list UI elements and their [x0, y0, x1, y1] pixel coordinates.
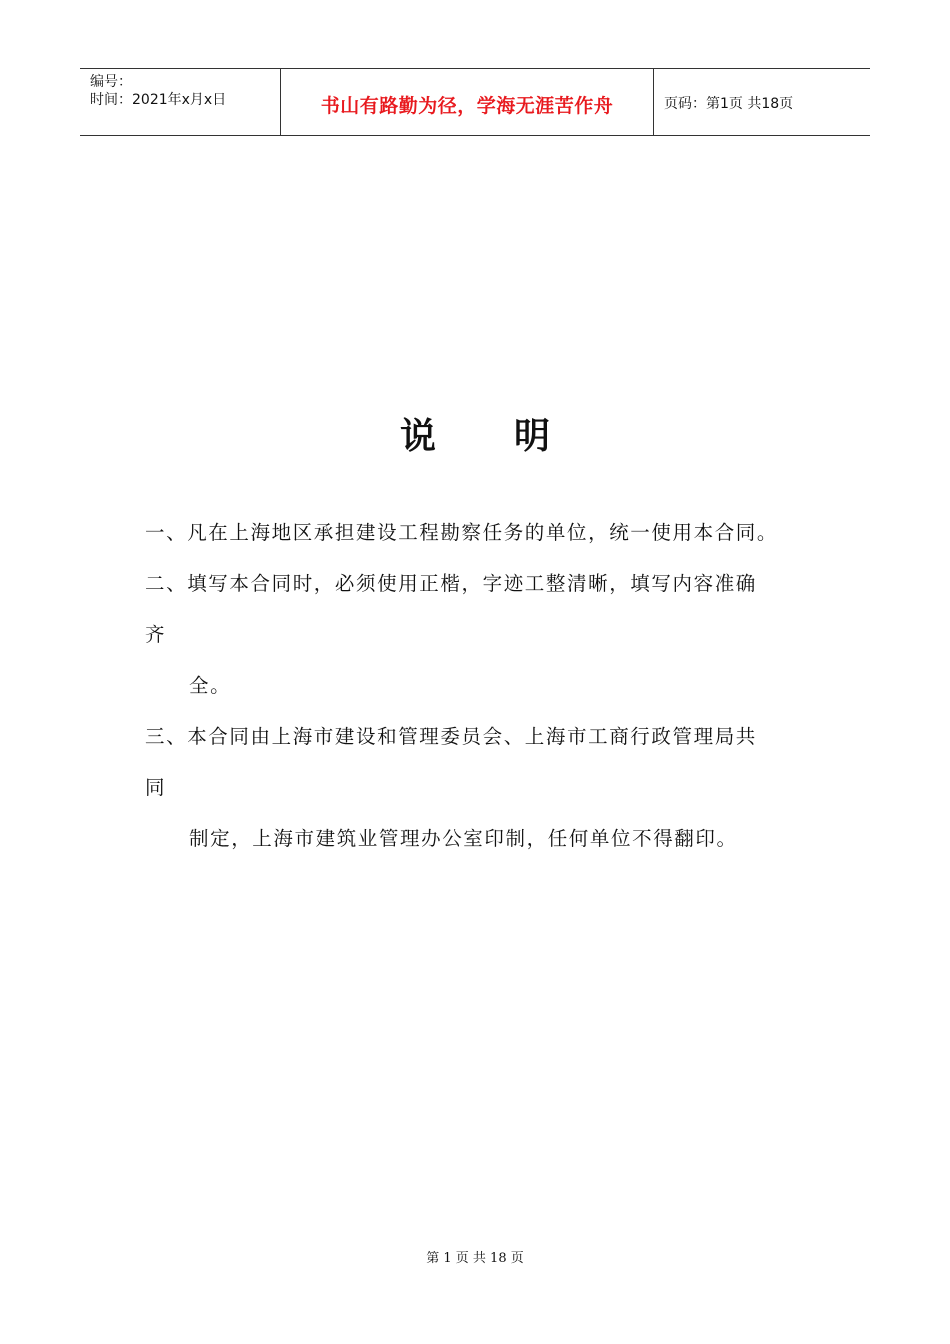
- instruction-line-3-cont: 制定，上海市建筑业管理办公室印制，任何单位不得翻印。: [189, 827, 738, 850]
- instructions-body: [145, 513, 825, 870]
- footer-page-number: 第 1 页 共 18 页: [426, 1251, 524, 1266]
- instruction-line-3-wrap: 同: [145, 776, 167, 799]
- document-number-label: 编号：: [90, 74, 132, 90]
- instruction-line-2-cont: 全。: [189, 674, 232, 697]
- header-meta-cell: [80, 69, 281, 135]
- header-motto-cell: [281, 69, 654, 135]
- page-title: [0, 408, 950, 459]
- instruction-line-3: 三、本合同由上海市建设和管理委员会、上海市工商行政管理局共: [145, 725, 757, 748]
- header-motto: 书山有路勤为径，学海无涯苦作舟: [320, 94, 614, 117]
- title-char-1: 说: [399, 416, 436, 457]
- instruction-line-1: 一、凡在上海地区承担建设工程勘察任务的单位，统一使用本合同。: [145, 521, 779, 544]
- document-time-label: 时间：2021年x月x日: [90, 92, 227, 108]
- instruction-line-2-wrap: 齐: [145, 623, 167, 646]
- header-page-cell: [654, 69, 870, 135]
- header-page-info: 页码：第1页 共18页: [664, 96, 794, 112]
- page-footer: [0, 1247, 950, 1266]
- document-header: [80, 68, 870, 136]
- instruction-line-2: 二、填写本合同时，必须使用正楷，字迹工整清晰，填写内容准确: [145, 572, 757, 595]
- title-char-2: 明: [514, 416, 551, 457]
